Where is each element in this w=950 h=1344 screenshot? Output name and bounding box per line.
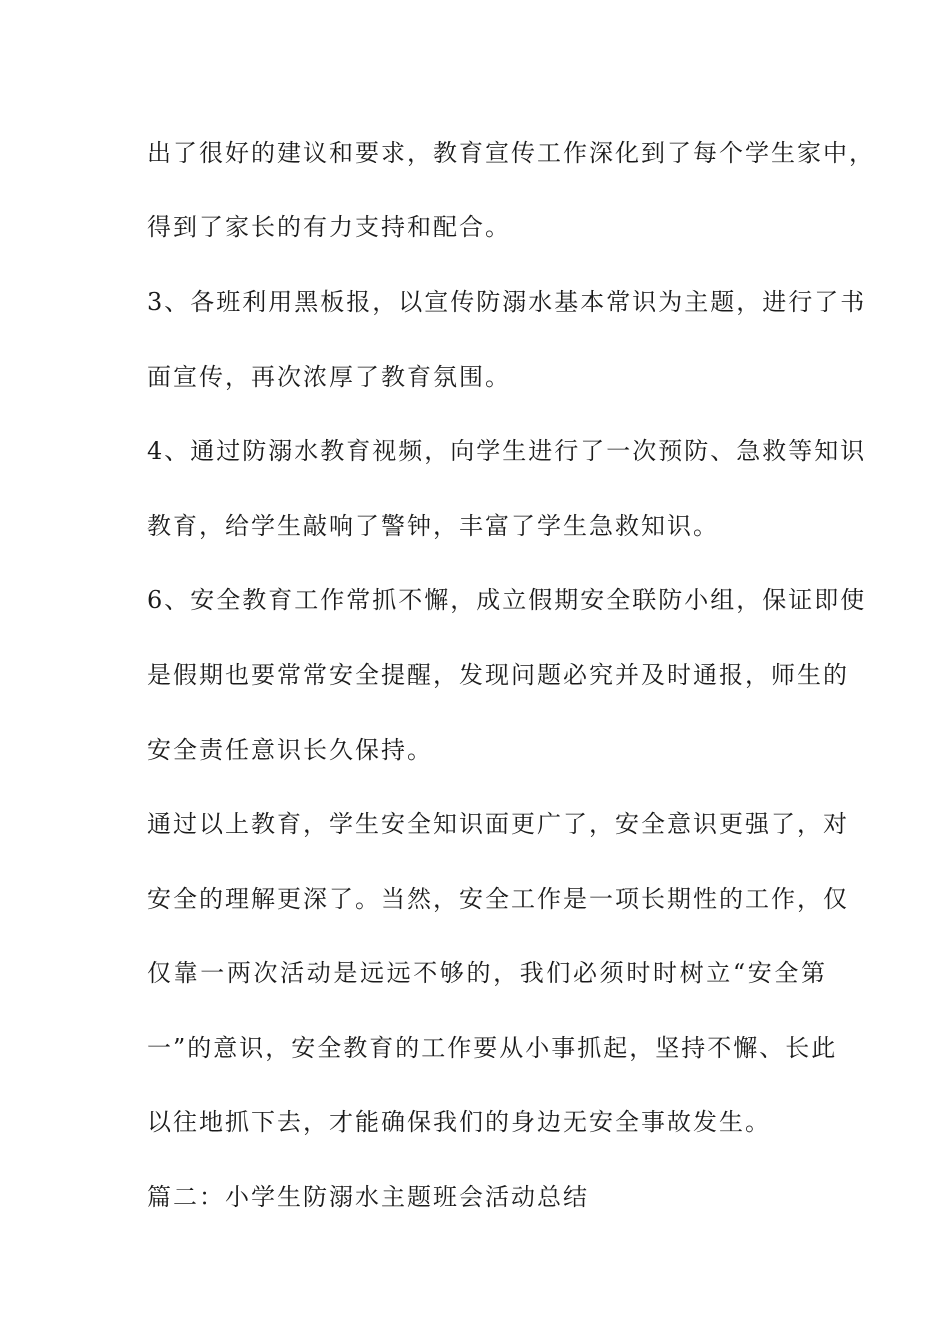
text-line: 以往地抓下去，才能确保我们的身边无安全事故发生。 <box>147 1108 771 1136</box>
text-line: 面宣传，再次浓厚了教育氛围。 <box>147 363 511 391</box>
section-heading: 篇二：小学生防溺水主题班会活动总结 <box>147 1183 589 1211</box>
text-line: 6、安全教育工作常抓不懈，成立假期安全联防小组，保证即使 <box>147 586 867 614</box>
text-line: 仅靠一两次活动是远远不够的，我们必须时时树立“安全第 <box>147 959 827 987</box>
text-line: 一”的意识，安全教育的工作要从小事抓起，坚持不懈、长此 <box>147 1034 838 1062</box>
text-line: 3、各班利用黑板报，以宣传防溺水基本常识为主题，进行了书 <box>147 288 867 316</box>
text-line: 安全的理解更深了。当然，安全工作是一项长期性的工作，仅 <box>147 885 849 913</box>
text-line: 出了很好的建议和要求，教育宣传工作深化到了每个学生家中， <box>147 139 875 167</box>
text-line: 教育，给学生敲响了警钟，丰富了学生急救知识。 <box>147 512 719 540</box>
text-line: 是假期也要常常安全提醒，发现问题必究并及时通报，师生的 <box>147 661 849 689</box>
text-line: 得到了家长的有力支持和配合。 <box>147 213 511 241</box>
text-line: 安全责任意识长久保持。 <box>147 736 433 764</box>
text-line: 4、通过防溺水教育视频，向学生进行了一次预防、急救等知识 <box>147 437 867 465</box>
text-line: 通过以上教育，学生安全知识面更广了，安全意识更强了，对 <box>147 810 849 838</box>
